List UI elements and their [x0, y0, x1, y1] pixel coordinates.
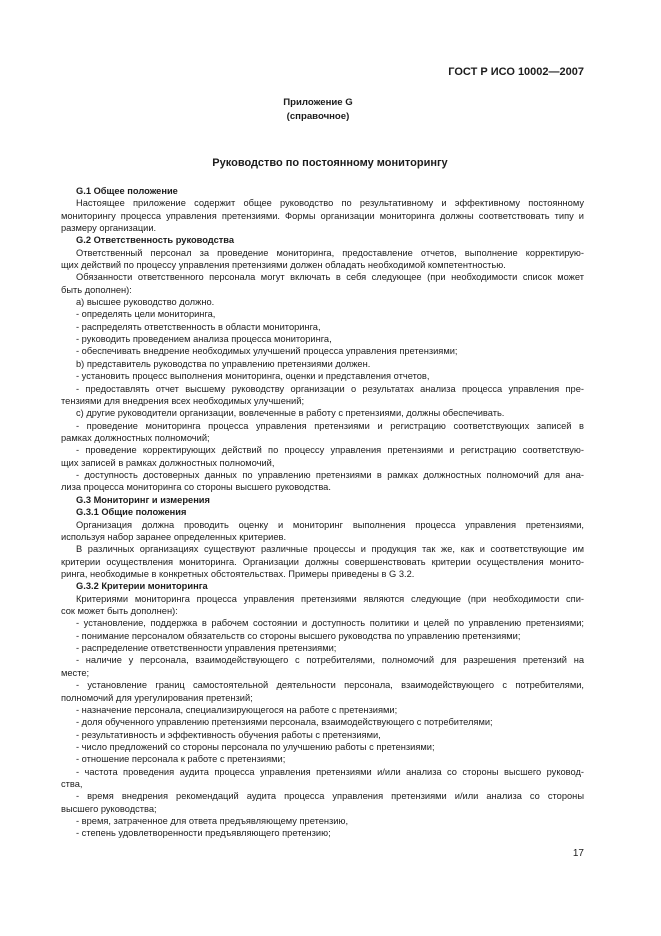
- list-item: - результативность и эффективность обучения работы с претензиями,: [76, 729, 381, 740]
- page-number: 17: [572, 848, 584, 859]
- body-line: месте;: [61, 667, 90, 678]
- appendix-type: (справочное): [286, 111, 350, 122]
- list-item: - назначение персонала, специализирующегося на работе с претензиями;: [76, 704, 398, 715]
- list-item: - установление границ самостоятельной деятельности персонала, взаимодействующего с потребителями,: [76, 680, 584, 691]
- body-line: высшего руководства;: [61, 803, 157, 814]
- list-item: - проведение корректирующих действий по процессу управления претензиями и регистрацию соответствую-: [76, 445, 584, 456]
- list-item: - обеспечивать внедрение необходимых улучшений процесса управления претензиями;: [76, 346, 458, 357]
- body-line: Настоящее приложение содержит общее руководство по результативному и эффективному постоянному: [76, 198, 584, 209]
- list-item: - распределять ответственность в области мониторинга,: [76, 321, 321, 332]
- body-line: рамках должностных полномочий;: [61, 432, 210, 443]
- body-line: используя набор заранее определенных критериев.: [61, 531, 287, 542]
- body-line: Критериями мониторинга процесса управления претензиями являются следующие (при необходимости спи-: [76, 593, 584, 604]
- list-item: - понимание персоналом обязательств со стороны высшего руководства по управлению претензиями;: [76, 630, 521, 641]
- body-line: лиза процесса мониторинга со стороны высшего руководства.: [61, 482, 331, 493]
- body-line: Ответственный персонал за проведение мониторинга, предоставление отчетов, выполнение корректирую-: [76, 247, 584, 258]
- list-item: - степень удовлетворенности предъявляющего претензию;: [76, 828, 331, 839]
- list-item: - руководить проведением анализа процесса мониторинга,: [76, 334, 332, 345]
- body-line: критерии осуществления мониторинга. Организации должны совершенствовать критерии осуществления монито-: [61, 556, 584, 567]
- list-item: - установить процесс выполнения мониторинга, оценки и представления отчетов,: [76, 371, 430, 382]
- section-heading: G.3 Мониторинг и измерения: [76, 494, 210, 505]
- list-item: - проведение мониторинга процесса управления претензиями и регистрацию соответствующих записей в: [76, 420, 584, 431]
- list-item: - доступность достоверных данных по управлению претензиями в рамках должностных полномочий для ана-: [76, 470, 584, 481]
- appendix-title: Руководство по постоянному мониторингу: [212, 157, 448, 169]
- body-line: полномочий для урегулирования претензий;: [61, 692, 253, 703]
- body-line: щих записей в рамках должностных полномочий,: [61, 457, 275, 468]
- list-item: - отношение персонала к работе с претензиями;: [76, 754, 286, 765]
- list-item: а) высшее руководство должно.: [76, 297, 215, 308]
- body-line: ства,: [61, 779, 83, 790]
- document-code-header: ГОСТ Р ИСО 10002—2007: [448, 66, 584, 78]
- list-item: b) представитель руководства по управлению претензиями должен.: [76, 358, 371, 369]
- body-line: В различных организациях существуют различные процессы и продукция так же, как и соответствующие им: [76, 544, 584, 555]
- list-item: - установление, поддержка в рабочем состоянии и доступность политики и целей по управлению претензиями;: [76, 618, 584, 629]
- body-line: щих действий по процессу управления претензиями должен обладать необходимой компетентностью.: [61, 259, 506, 270]
- list-item: - определять цели мониторинга,: [76, 309, 216, 320]
- list-item: - время внедрения рекомендаций аудита процесса управления претензиями и/или анализа со стороны: [76, 791, 584, 802]
- list-item: - доля обученного управлению претензиями персонала, взаимодействующего с потребителями;: [76, 717, 493, 728]
- list-item: - предоставлять отчет высшему руководству организации о результатах анализа процесса управления пре-: [76, 383, 584, 394]
- body-line: Организация должна проводить оценку и мониторинг выполнения процесса управления претензиями,: [76, 519, 584, 530]
- list-item: - число предложений со стороны персонала по улучшению работы с претензиями;: [76, 741, 435, 752]
- body-line: тензиями для внедрения всех необходимых улучшений;: [61, 395, 305, 406]
- body-line: размеру организации.: [61, 222, 157, 233]
- list-item: - время, затраченное для ответа предъявляющему претензию,: [76, 816, 349, 827]
- body-line: Обязанности ответственного персонала могут включать в себя следующее (при необходимости список может: [76, 272, 584, 283]
- list-item: - наличие у персонала, взаимодействующего с потребителями, полномочий для разрешения претензий на: [76, 655, 584, 666]
- body-line: сок может быть дополнен):: [61, 606, 178, 617]
- subsection-heading: G.3.2 Критерии мониторинга: [76, 581, 208, 592]
- appendix-label: Приложение G: [283, 97, 353, 108]
- list-item: - распределение ответственности управления претензиями;: [76, 643, 337, 654]
- body-line: мониторингу процесса управления претензиями. Формы организации мониторинга должны соответствовать типу и: [61, 210, 584, 221]
- section-heading: G.1 Общее положение: [76, 185, 178, 196]
- subsection-heading: G.3.1 Общие положения: [76, 507, 187, 518]
- section-heading: G.2 Ответственность руководства: [76, 235, 235, 246]
- body-line: быть дополнен):: [61, 284, 132, 295]
- list-item: с) другие руководители организации, вовлеченные в работу с претензиями, должны обеспечивать.: [76, 408, 505, 419]
- appendix-caption: [118, 96, 518, 124]
- list-item: - частота проведения аудита процесса управления претензиями и/или анализа со стороны высшего руковод-: [76, 766, 584, 777]
- document-body: [61, 185, 584, 840]
- body-line: ринга, необходимые в конкретных обстоятельствах. Примеры приведены в G 3.2.: [61, 568, 415, 579]
